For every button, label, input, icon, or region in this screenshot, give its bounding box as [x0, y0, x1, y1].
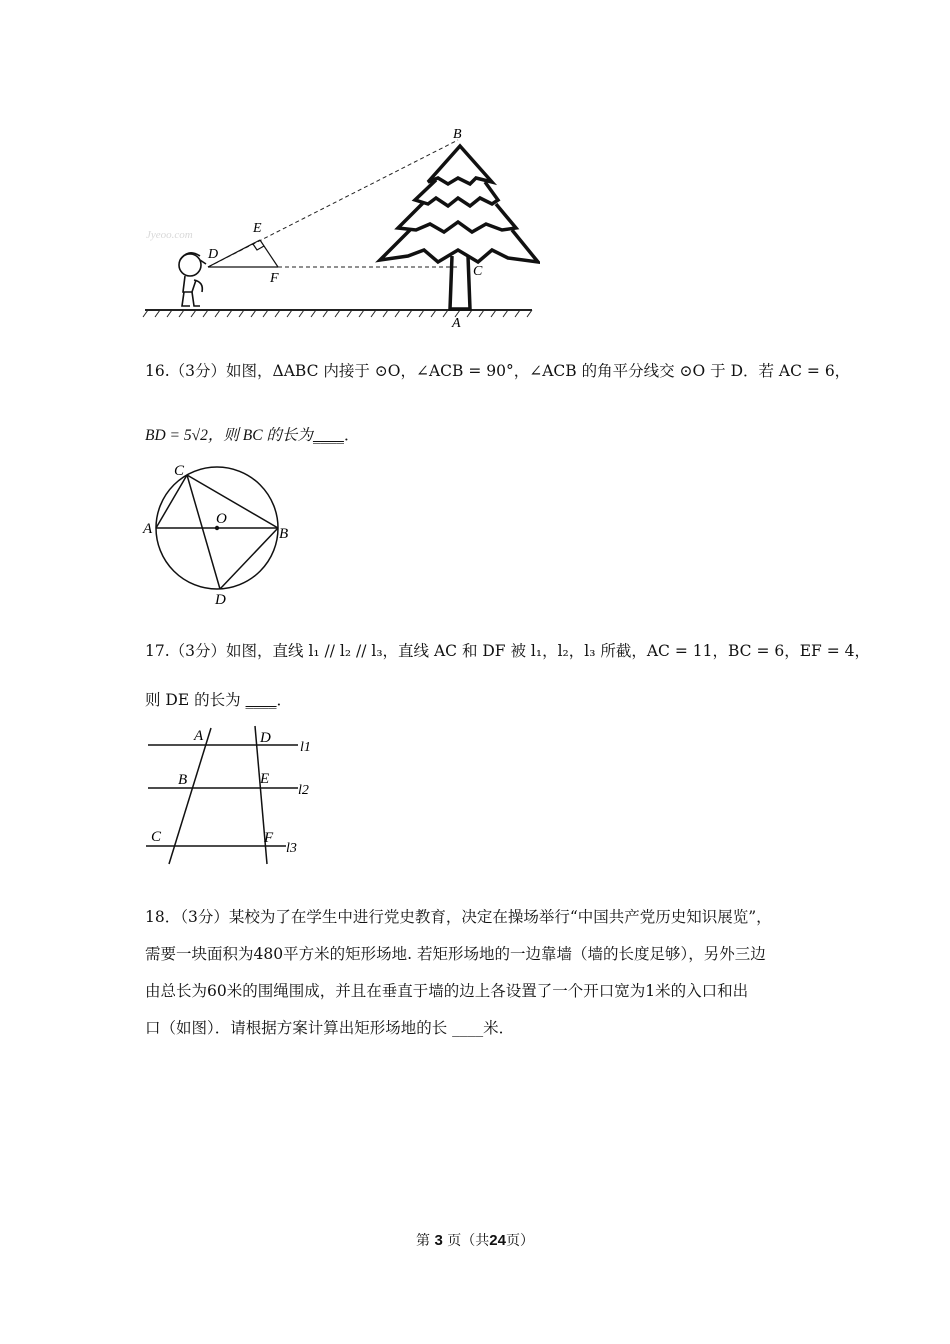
circle-figure — [140, 458, 300, 608]
pl-label-E: E — [260, 771, 270, 787]
pl-label-l1: l1 — [300, 740, 311, 755]
pl-label-D: D — [260, 730, 271, 746]
pl-label-l3: l3 — [286, 841, 297, 856]
label-A: A — [452, 316, 461, 331]
q16-end: ． — [343, 426, 360, 444]
circle-label-C: C — [174, 463, 185, 479]
q17-line2 — [145, 688, 292, 710]
page-footer — [0, 1230, 950, 1250]
q18-line4: 口（如图）．请根据方案计算出矩形场地的长 ____米． — [145, 1019, 515, 1037]
label-E: E — [253, 221, 262, 236]
footer-prefix: 第 — [416, 1233, 431, 1249]
q18-line3: 由总长为60米的围绳围成，并且在垂直于墙的边上各设置了一个开口宽为1米的入口和出 — [145, 982, 749, 1000]
label-C: C — [473, 264, 483, 279]
tree — [380, 146, 538, 309]
triangle-DEF — [208, 240, 278, 267]
q17-line1: 17.（3分）如图，直线 l₁ // l₂ // l₃，直线 AC 和 DF 被 l₁，l₂，l₃ 所截，AC = 11，BC = 6，EF = 4， — [145, 642, 870, 660]
circle-label-B: B — [279, 526, 289, 542]
q18-line1: 18．（3分）某校为了在学生中进行党史教育，决定在操场举行“中国共产党历史知识展览”， — [145, 908, 772, 926]
watermark-text: Jyeoo.com — [146, 229, 193, 241]
pl-label-l2: l2 — [298, 783, 309, 798]
q17-blank: ____ — [245, 691, 277, 709]
q16-line2 — [145, 423, 359, 445]
circle-label-O: O — [216, 511, 227, 527]
parallel-lines — [146, 745, 298, 846]
tree-figure — [140, 120, 540, 335]
pl-label-B: B — [178, 772, 188, 788]
footer-mid: 页（共 — [447, 1233, 490, 1249]
q17-end: ． — [276, 691, 293, 709]
pl-label-C: C — [151, 829, 162, 845]
footer-page-number: 3 — [434, 1232, 443, 1249]
parallel-lines-figure — [140, 722, 320, 872]
circle-label-D: D — [215, 592, 226, 608]
ground-hatch — [143, 310, 532, 317]
circle-label-A: A — [143, 521, 153, 537]
q16-given: BD = 5√2，则 BC 的长为 — [145, 427, 313, 444]
label-D: D — [208, 247, 219, 262]
pl-label-A: A — [194, 728, 204, 744]
label-B: B — [453, 127, 462, 142]
label-F: F — [270, 271, 279, 286]
person-icon — [179, 253, 206, 306]
footer-suffix: 页） — [505, 1233, 534, 1249]
footer-total-pages: 24 — [489, 1232, 506, 1249]
q17-question: 则 DE 的长为 — [145, 691, 241, 709]
transversals — [169, 726, 270, 864]
q18-line2: 需要一块面积为480平方米的矩形场地. 若矩形场地的一边靠墙（墙的长度足够），另外三边 — [145, 945, 766, 963]
pl-label-F: F — [264, 830, 274, 846]
q16-blank: ____ — [312, 426, 344, 444]
q16-line1: 16.（3分）如图，ΔABC 内接于 ⊙O，∠ACB = 90°，∠ACB 的角平分线交 ⊙O 于 D．若 AC = 6， — [145, 362, 851, 380]
